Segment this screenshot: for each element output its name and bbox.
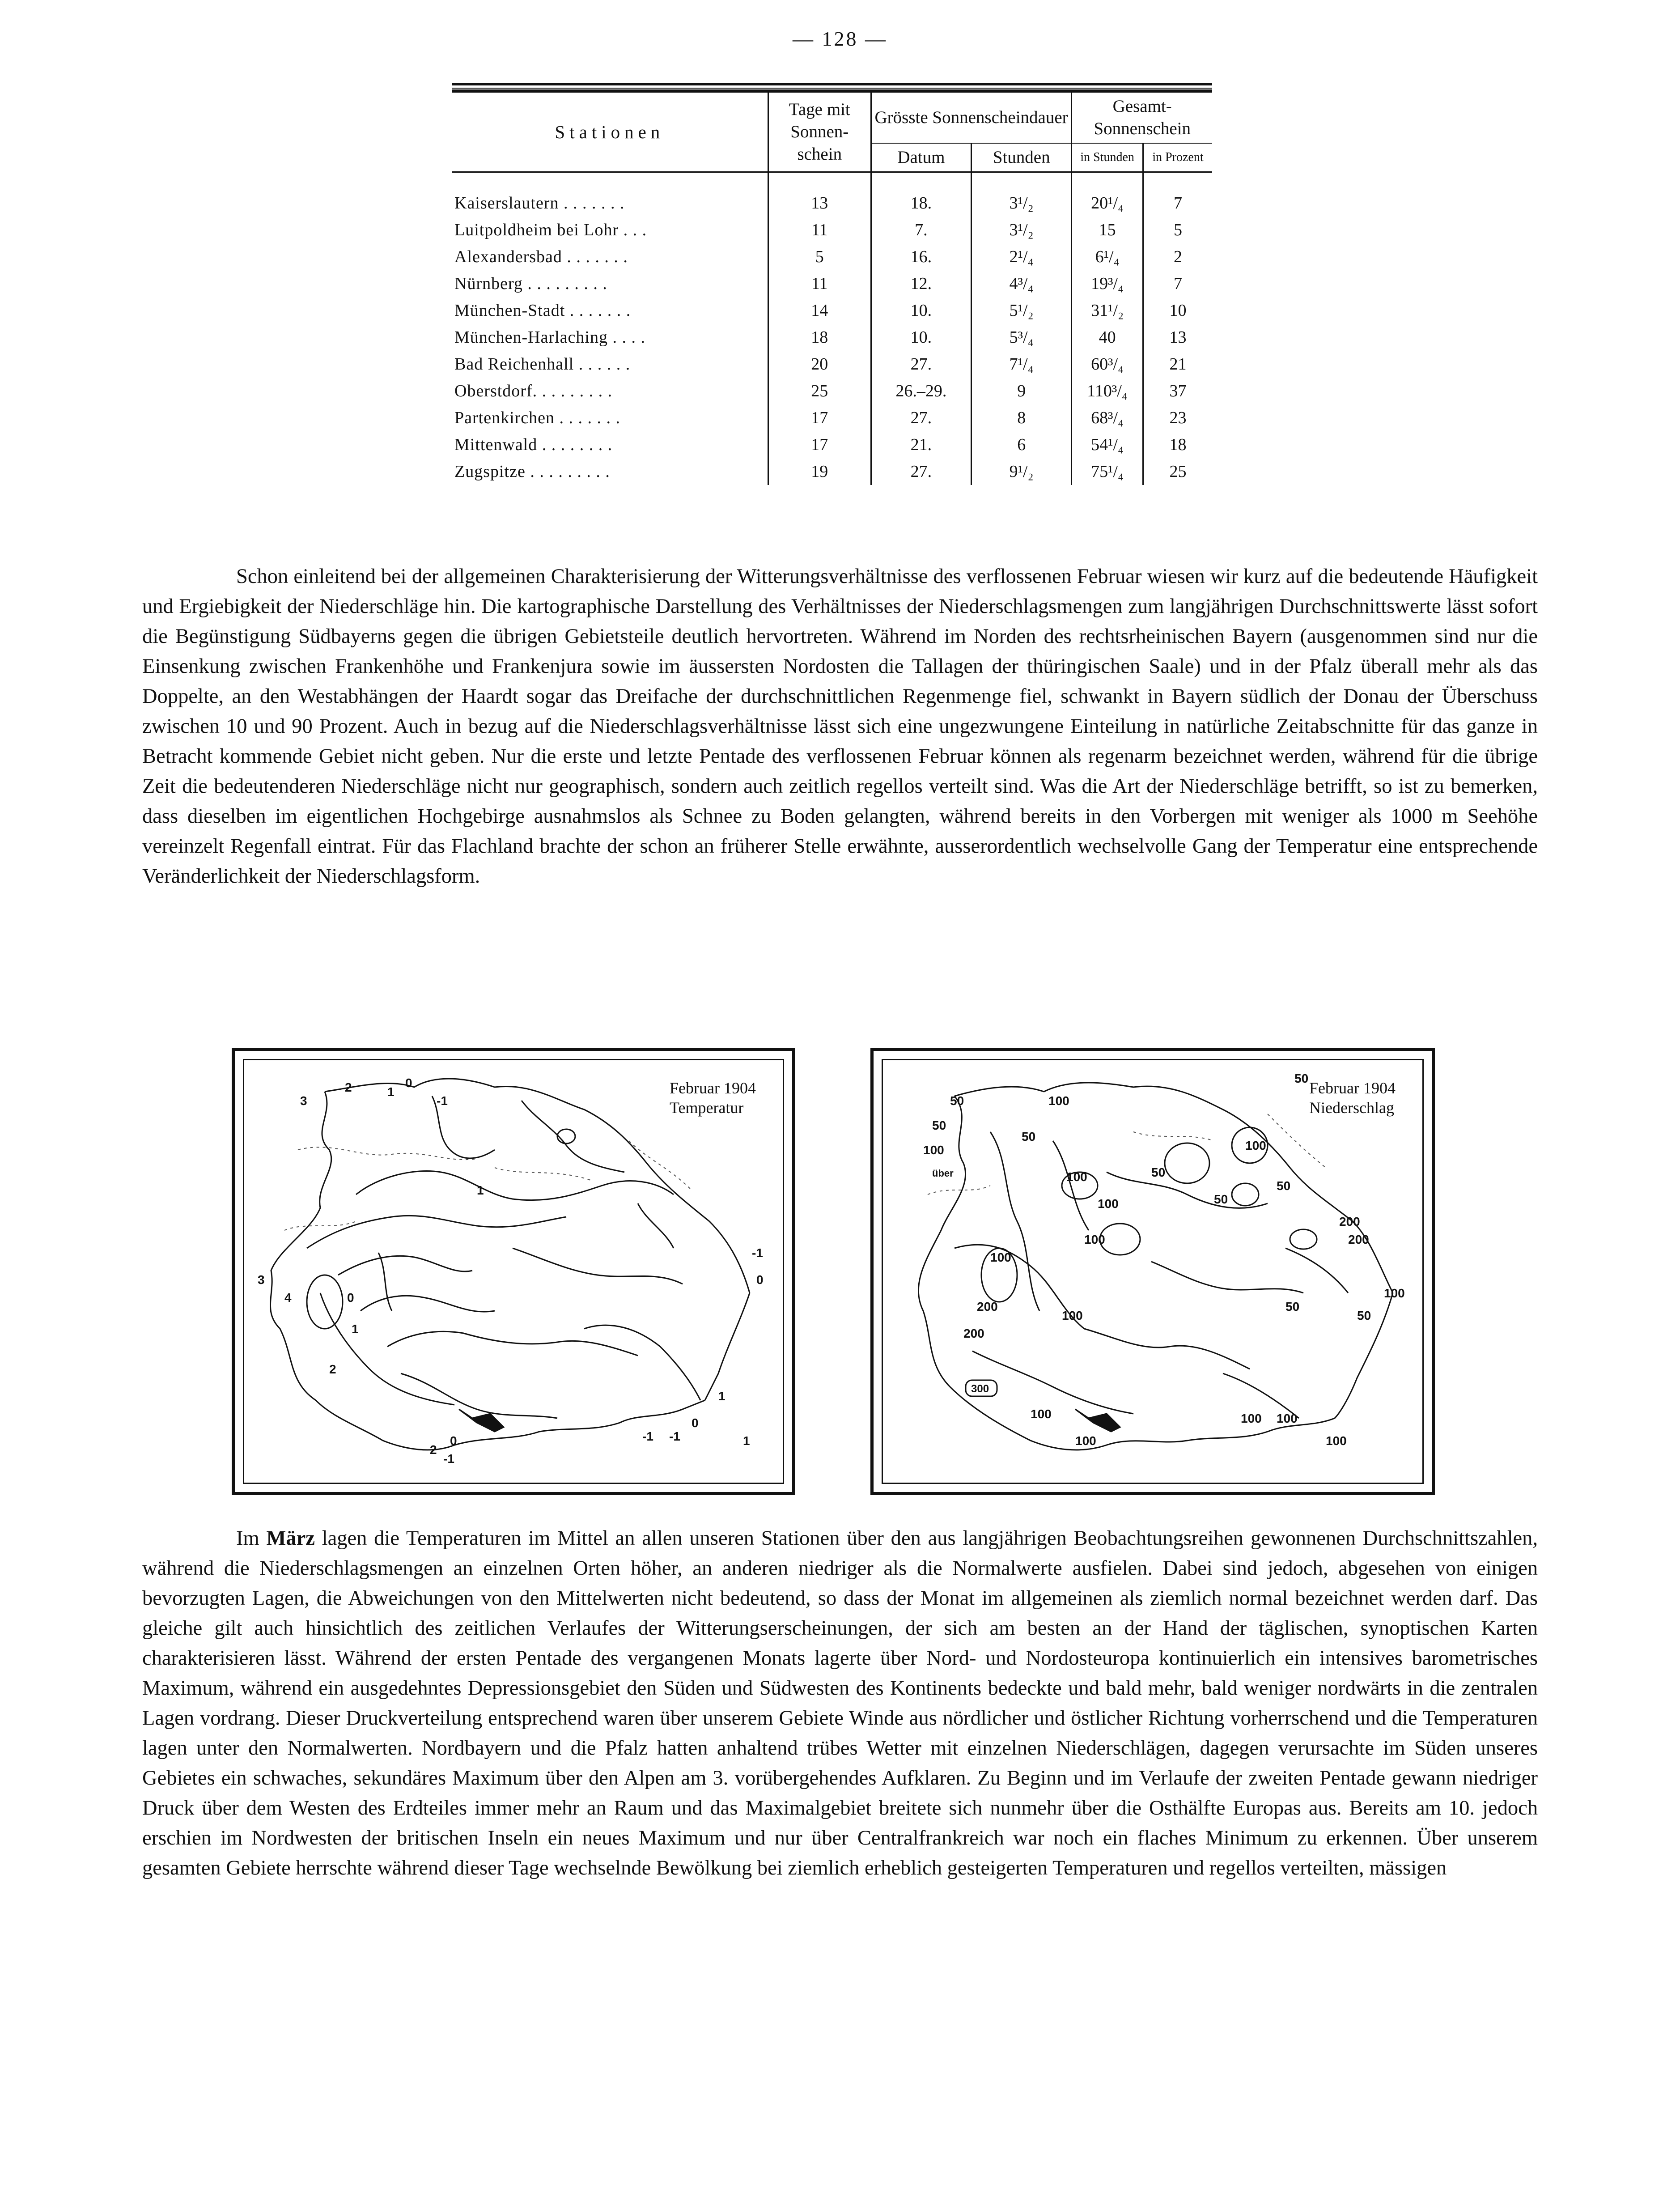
table-cell-station: München-Stadt . . . . . . . [454, 301, 631, 320]
map1-label: 0 [347, 1291, 354, 1305]
map1-label: 1 [387, 1085, 395, 1099]
table-cell-tage: 18 [768, 324, 871, 351]
map2-label: 50 [1357, 1309, 1371, 1322]
paragraph-maerz-text: lagen die Temperaturen im Mittel an allen unseren Stationen über den aus langjährigen Beobachtungsreihen gewonnenen Durchschnittszahlen, während die Niederschlagsmengen an einzelnen Orten höher, an anderen niedriger als die Normalwerte ausfielen. Dabei sind jedoch, abgesehen von einigen bevorzugten Lagen, die Abweichungen von den Mittelwerten nicht bedeutend, so dass der Monat im allgemeinen als ziemlich normal bezeichnet werden darf. Das gleiche gilt auch hinsichtlich des zeitlichen Verlaufes der Witterungserscheinungen, der sich am besten an der Hand der täglischen, synoptischen Karten charakterisieren lässt. Während der ersten Pentade des vergangenen Monats lagerte über Nord- und Nordosteuropa kontinuierlich ein intensives barometrisches Maximum, während ein ausgedehntes Depressionsgebiet den Süden und Südwesten des Kontinents bedeckte und bald mehr, bald weniger nordwärts in die zentralen Lagen vordrang. Dieser Druckverteilung entsprechend waren über unserem Gebiete Winde aus nördlicher und östlicher Richtung vorherrschend und die Temperaturen lagen unter den Normalwerten. Nordbayern und die Pfalz hatten anhaltend trübes Wetter mit einzelnen Niederschlägen, dagegen verursachte im Süden unseres Gebietes ein schwaches, sekundäres Maximum über den Alpen am 3. vorübergehendes Aufklaren. Zu Beginn und im Verlaufe der zweiten Pentade gewann niedriger Druck über dem Westen des Erdteiles immer mehr an Raum und das Maximalgebiet breitete sich nunmehr über die Osthälfte Europas aus. Bereits am 10. jedoch erschien im Nordwesten der britischen Inseln ein neues Maximum und nur über Centralfrankreich war noch ein flaches Minimum zu erkennen. Über unserem gesamten Gebiete herrschte während dieser Tage wechselnde Bewölkung bei ziemlich erheblich gesteigerten Temperaturen und regellos verteilten, mässigen [142, 1527, 1538, 1879]
map1-label: 1 [743, 1434, 750, 1448]
map-niederschlag-frame [882, 1059, 1424, 1484]
table-row [452, 404, 1212, 431]
page-number: — 128 — [793, 27, 887, 50]
header-groesste: Grösste Sonnenscheindauer [871, 91, 1072, 143]
table-cell-stunden: 7¹/₄ [972, 351, 1072, 378]
map2-label: 50 [1277, 1179, 1291, 1193]
map2-label: 200 [1348, 1233, 1369, 1246]
map1-label: 2 [345, 1080, 352, 1094]
map2-label: 100 [1066, 1170, 1087, 1184]
table-cell-datum: 16. [871, 243, 971, 270]
map2-label: 100 [1031, 1407, 1052, 1421]
map-temperatur [232, 1048, 795, 1495]
table-cell-tage: 17 [768, 404, 871, 431]
table-cell-stunden: 2¹/₄ [972, 243, 1072, 270]
table-cell-stunden: 9¹/₂ [972, 458, 1072, 485]
map1-label: 1 [352, 1322, 359, 1336]
table-cell-datum: 10. [871, 297, 971, 324]
table-cell-stunden: 6 [972, 431, 1072, 458]
paragraph-maerz [142, 1523, 1538, 1883]
header-tage: Tage mit Sonnen-schein [768, 91, 871, 172]
map1-label: 0 [450, 1434, 457, 1448]
table-cell-stunden: 4³/₄ [972, 270, 1072, 297]
table-row [452, 351, 1212, 378]
table-cell-tage: 25 [768, 378, 871, 404]
table-cell-gesamt-pct: 5 [1143, 217, 1212, 243]
table-cell-gesamt-pct: 23 [1143, 404, 1212, 431]
table-cell-tage: 19 [768, 458, 871, 485]
map2-label: 100 [1245, 1139, 1266, 1152]
table-cell-station: Kaiserslautern . . . . . . . [454, 193, 625, 213]
header-in-stunden: in Stunden [1072, 143, 1143, 172]
map2-label: 50 [950, 1094, 964, 1108]
map2-label: 100 [1084, 1233, 1105, 1246]
map2-label: 100 [1098, 1197, 1119, 1211]
table-cell-tage: 20 [768, 351, 871, 378]
map2-label: 100 [1277, 1411, 1298, 1425]
table-row [452, 270, 1212, 297]
table-cell-stunden: 9 [972, 378, 1072, 404]
table-cell-stunden: 3¹/₂ [972, 172, 1072, 217]
table-cell-gesamt-pct: 21 [1143, 351, 1212, 378]
map2-label: 200 [1339, 1215, 1360, 1229]
table-cell-datum: 27. [871, 404, 971, 431]
map2-label: 100 [1326, 1434, 1347, 1448]
header-stationen: Stationen [452, 91, 768, 172]
map1-label: 1 [718, 1389, 725, 1403]
map-niederschlag-title [1309, 1078, 1396, 1118]
table-cell-gesamt-std: 110³/₄ [1072, 378, 1143, 404]
map1-label: 0 [405, 1076, 412, 1090]
table-top-rule-thin [452, 88, 1212, 89]
table-cell-datum: 7. [871, 217, 971, 243]
map-niederschlag-title-line2: Niederschlag [1309, 1099, 1394, 1117]
map2-label: 100 [923, 1143, 944, 1157]
table-row [452, 297, 1212, 324]
paragraph-maerz-bold: März [266, 1527, 315, 1550]
table-cell-station: Oberstdorf. . . . . . . . . [454, 381, 613, 400]
header-in-prozent: in Prozent [1143, 143, 1212, 172]
table-cell-gesamt-pct: 13 [1143, 324, 1212, 351]
paragraph-februar [142, 561, 1538, 891]
header-stunden: Stunden [972, 143, 1072, 172]
map1-label: 4 [284, 1291, 292, 1305]
map2-label: 50 [1285, 1300, 1300, 1314]
paragraph-maerz-pre: Im [236, 1527, 259, 1550]
map1-label: 1 [477, 1183, 484, 1197]
map1-label: 3 [258, 1273, 265, 1287]
map1-label: -1 [443, 1452, 454, 1466]
table-cell-stunden: 8 [972, 404, 1072, 431]
table-cell-station: Alexandersbad . . . . . . . [454, 247, 628, 266]
sunshine-table [452, 89, 1212, 485]
map2-label: 100 [990, 1250, 1011, 1264]
table-cell-gesamt-std: 68³/₄ [1072, 404, 1143, 431]
table-cell-gesamt-std: 19³/₄ [1072, 270, 1143, 297]
table-cell-station: Bad Reichenhall . . . . . . [454, 354, 631, 374]
table-cell-station: Zugspitze . . . . . . . . . [454, 462, 610, 481]
table-cell-datum: 12. [871, 270, 971, 297]
table-cell-gesamt-std: 15 [1072, 217, 1143, 243]
table-cell-gesamt-std: 31¹/₂ [1072, 297, 1143, 324]
map2-label: 300 [971, 1383, 989, 1395]
map2-label: 50 [1151, 1165, 1166, 1179]
map-temperatur-title [670, 1078, 756, 1118]
table-cell-station: Partenkirchen . . . . . . . [454, 408, 621, 427]
map-temperatur-drawing [244, 1060, 780, 1480]
table-cell-gesamt-std: 40 [1072, 324, 1143, 351]
map-niederschlag [870, 1048, 1435, 1495]
map2-label: 100 [1384, 1286, 1405, 1300]
table-cell-gesamt-pct: 10 [1143, 297, 1212, 324]
table-cell-datum: 18. [871, 172, 971, 217]
map1-label: -1 [642, 1429, 653, 1443]
table-cell-tage: 13 [768, 172, 871, 217]
map2-label: 100 [1062, 1309, 1083, 1322]
table-row [452, 217, 1212, 243]
map-temperatur-frame [243, 1059, 784, 1484]
table-cell-gesamt-pct: 2 [1143, 243, 1212, 270]
map1-label: 2 [430, 1443, 437, 1457]
map2-label: 200 [977, 1300, 998, 1314]
table-body [452, 172, 1212, 485]
header-gesamt: Gesamt-Sonnenschein [1072, 91, 1212, 143]
table-row [452, 243, 1212, 270]
table-row [452, 431, 1212, 458]
table-row [452, 172, 1212, 217]
table-cell-datum: 27. [871, 458, 971, 485]
table-cell-datum: 27. [871, 351, 971, 378]
map1-label: -1 [437, 1094, 448, 1108]
map-niederschlag-title-line1: Februar 1904 [1309, 1079, 1396, 1097]
table-row [452, 458, 1212, 485]
map2-label: 100 [1075, 1434, 1096, 1448]
table-cell-gesamt-std: 75¹/₄ [1072, 458, 1143, 485]
table-cell-tage: 11 [768, 270, 871, 297]
table-cell-tage: 17 [768, 431, 871, 458]
table-cell-tage: 5 [768, 243, 871, 270]
table-cell-gesamt-std: 54¹/₄ [1072, 431, 1143, 458]
table-cell-gesamt-std: 20¹/₄ [1072, 172, 1143, 217]
map-niederschlag-drawing [883, 1060, 1420, 1480]
map2-label: 50 [1294, 1071, 1309, 1085]
table-cell-gesamt-pct: 37 [1143, 378, 1212, 404]
map1-label: 0 [756, 1273, 764, 1287]
table-cell-datum: 10. [871, 324, 971, 351]
table-cell-datum: 21. [871, 431, 971, 458]
table-cell-gesamt-pct: 7 [1143, 270, 1212, 297]
map2-label: 100 [1241, 1411, 1262, 1425]
table-cell-gesamt-pct: 25 [1143, 458, 1212, 485]
map2-label: 50 [932, 1118, 946, 1132]
table-cell-gesamt-std: 60³/₄ [1072, 351, 1143, 378]
map-temperatur-title-line1: Februar 1904 [670, 1079, 756, 1097]
map1-label: 2 [329, 1362, 336, 1376]
table-row [452, 324, 1212, 351]
table-cell-gesamt-pct: 18 [1143, 431, 1212, 458]
table-cell-datum: 26.–29. [871, 378, 971, 404]
map2-label: über [932, 1168, 954, 1179]
table-row [452, 378, 1212, 404]
table-cell-station: München-Harlaching . . . . [454, 327, 645, 347]
table-cell-gesamt-std: 6¹/₄ [1072, 243, 1143, 270]
map2-label: 200 [963, 1326, 984, 1340]
map-temperatur-title-line2: Temperatur [670, 1099, 744, 1117]
table-cell-station: Nürnberg . . . . . . . . . [454, 274, 607, 293]
table-cell-tage: 14 [768, 297, 871, 324]
table-cell-gesamt-pct: 7 [1143, 172, 1212, 217]
table-cell-tage: 11 [768, 217, 871, 243]
table-cell-station: Luitpoldheim bei Lohr . . . [454, 220, 647, 239]
map1-label: -1 [669, 1429, 680, 1443]
map1-label: -1 [752, 1246, 763, 1260]
table-cell-stunden: 5¹/₂ [972, 297, 1072, 324]
table-top-rule [452, 83, 1212, 85]
table-cell-stunden: 3¹/₂ [972, 217, 1072, 243]
map1-label: 3 [300, 1094, 307, 1108]
map2-label: 100 [1048, 1094, 1069, 1108]
paragraph-februar-text: Schon einleitend bei der allgemeinen Charakterisierung der Witterungsverhältnisse des verflossenen Februar wiesen wir kurz auf die bedeutende Häufigkeit und Ergiebigkeit der Niederschläge hin. Die kartographische Darstellung des Verhältnisses der Niederschlagsmengen zum langjährigen Durchschnittswerte lässt sofort die Begünstigung Südbayerns gegen die übrigen Gebietsteile deutlich hervortreten. Während im Norden des rechtsrheinischen Bayern (ausgenommen sind nur die Einsenkung zwischen Frankenhöhe und Frankenjura sowie im äussersten Nordosten die Tallagen der thüringischen Saale) und in der Pfalz überall mehr als das Doppelte, an den Westabhängen der Haardt sogar das Dreifache der durchschnittlichen Regenmenge fiel, schwankt in Bayern südlich der Donau der Überschuss zwischen 10 und 90 Prozent. Auch in bezug auf die Niederschlagsverhältnisse lässt sich eine ungezwungene Einteilung in natürliche Zeitabschnitte für das ganze in Betracht kommende Gebiet nicht geben. Nur die erste und letzte Pentade des verflossenen Februar können als regenarm bezeichnet werden, während für die übrige Zeit die bedeutenderen Niederschläge nicht nur geographisch, sondern auch zeitlich regellos verteilt sind. Was die Art der Niederschläge betrifft, so ist zu bemerken, dass dieselben im eigentlichen Hochgebirge ausnahmslos als Schnee zu Boden gelangten, während bereits in den Vorbergen mit weniger als 1000 m Seehöhe vereinzelt Regenfall eintrat. Für das Flachland brachte der schon an früherer Stelle erwähnte, ausserordentlich wechselvolle Gang der Temperatur eine entsprechende Veränderlichkeit der Niederschlagsform. [142, 565, 1538, 888]
map2-label: 50 [1214, 1192, 1228, 1206]
table-cell-station: Mittenwald . . . . . . . . [454, 435, 613, 454]
table-cell-stunden: 5³/₄ [972, 324, 1072, 351]
map1-label: 0 [692, 1416, 699, 1430]
map2-label: 50 [1022, 1130, 1036, 1144]
header-datum: Datum [871, 143, 971, 172]
